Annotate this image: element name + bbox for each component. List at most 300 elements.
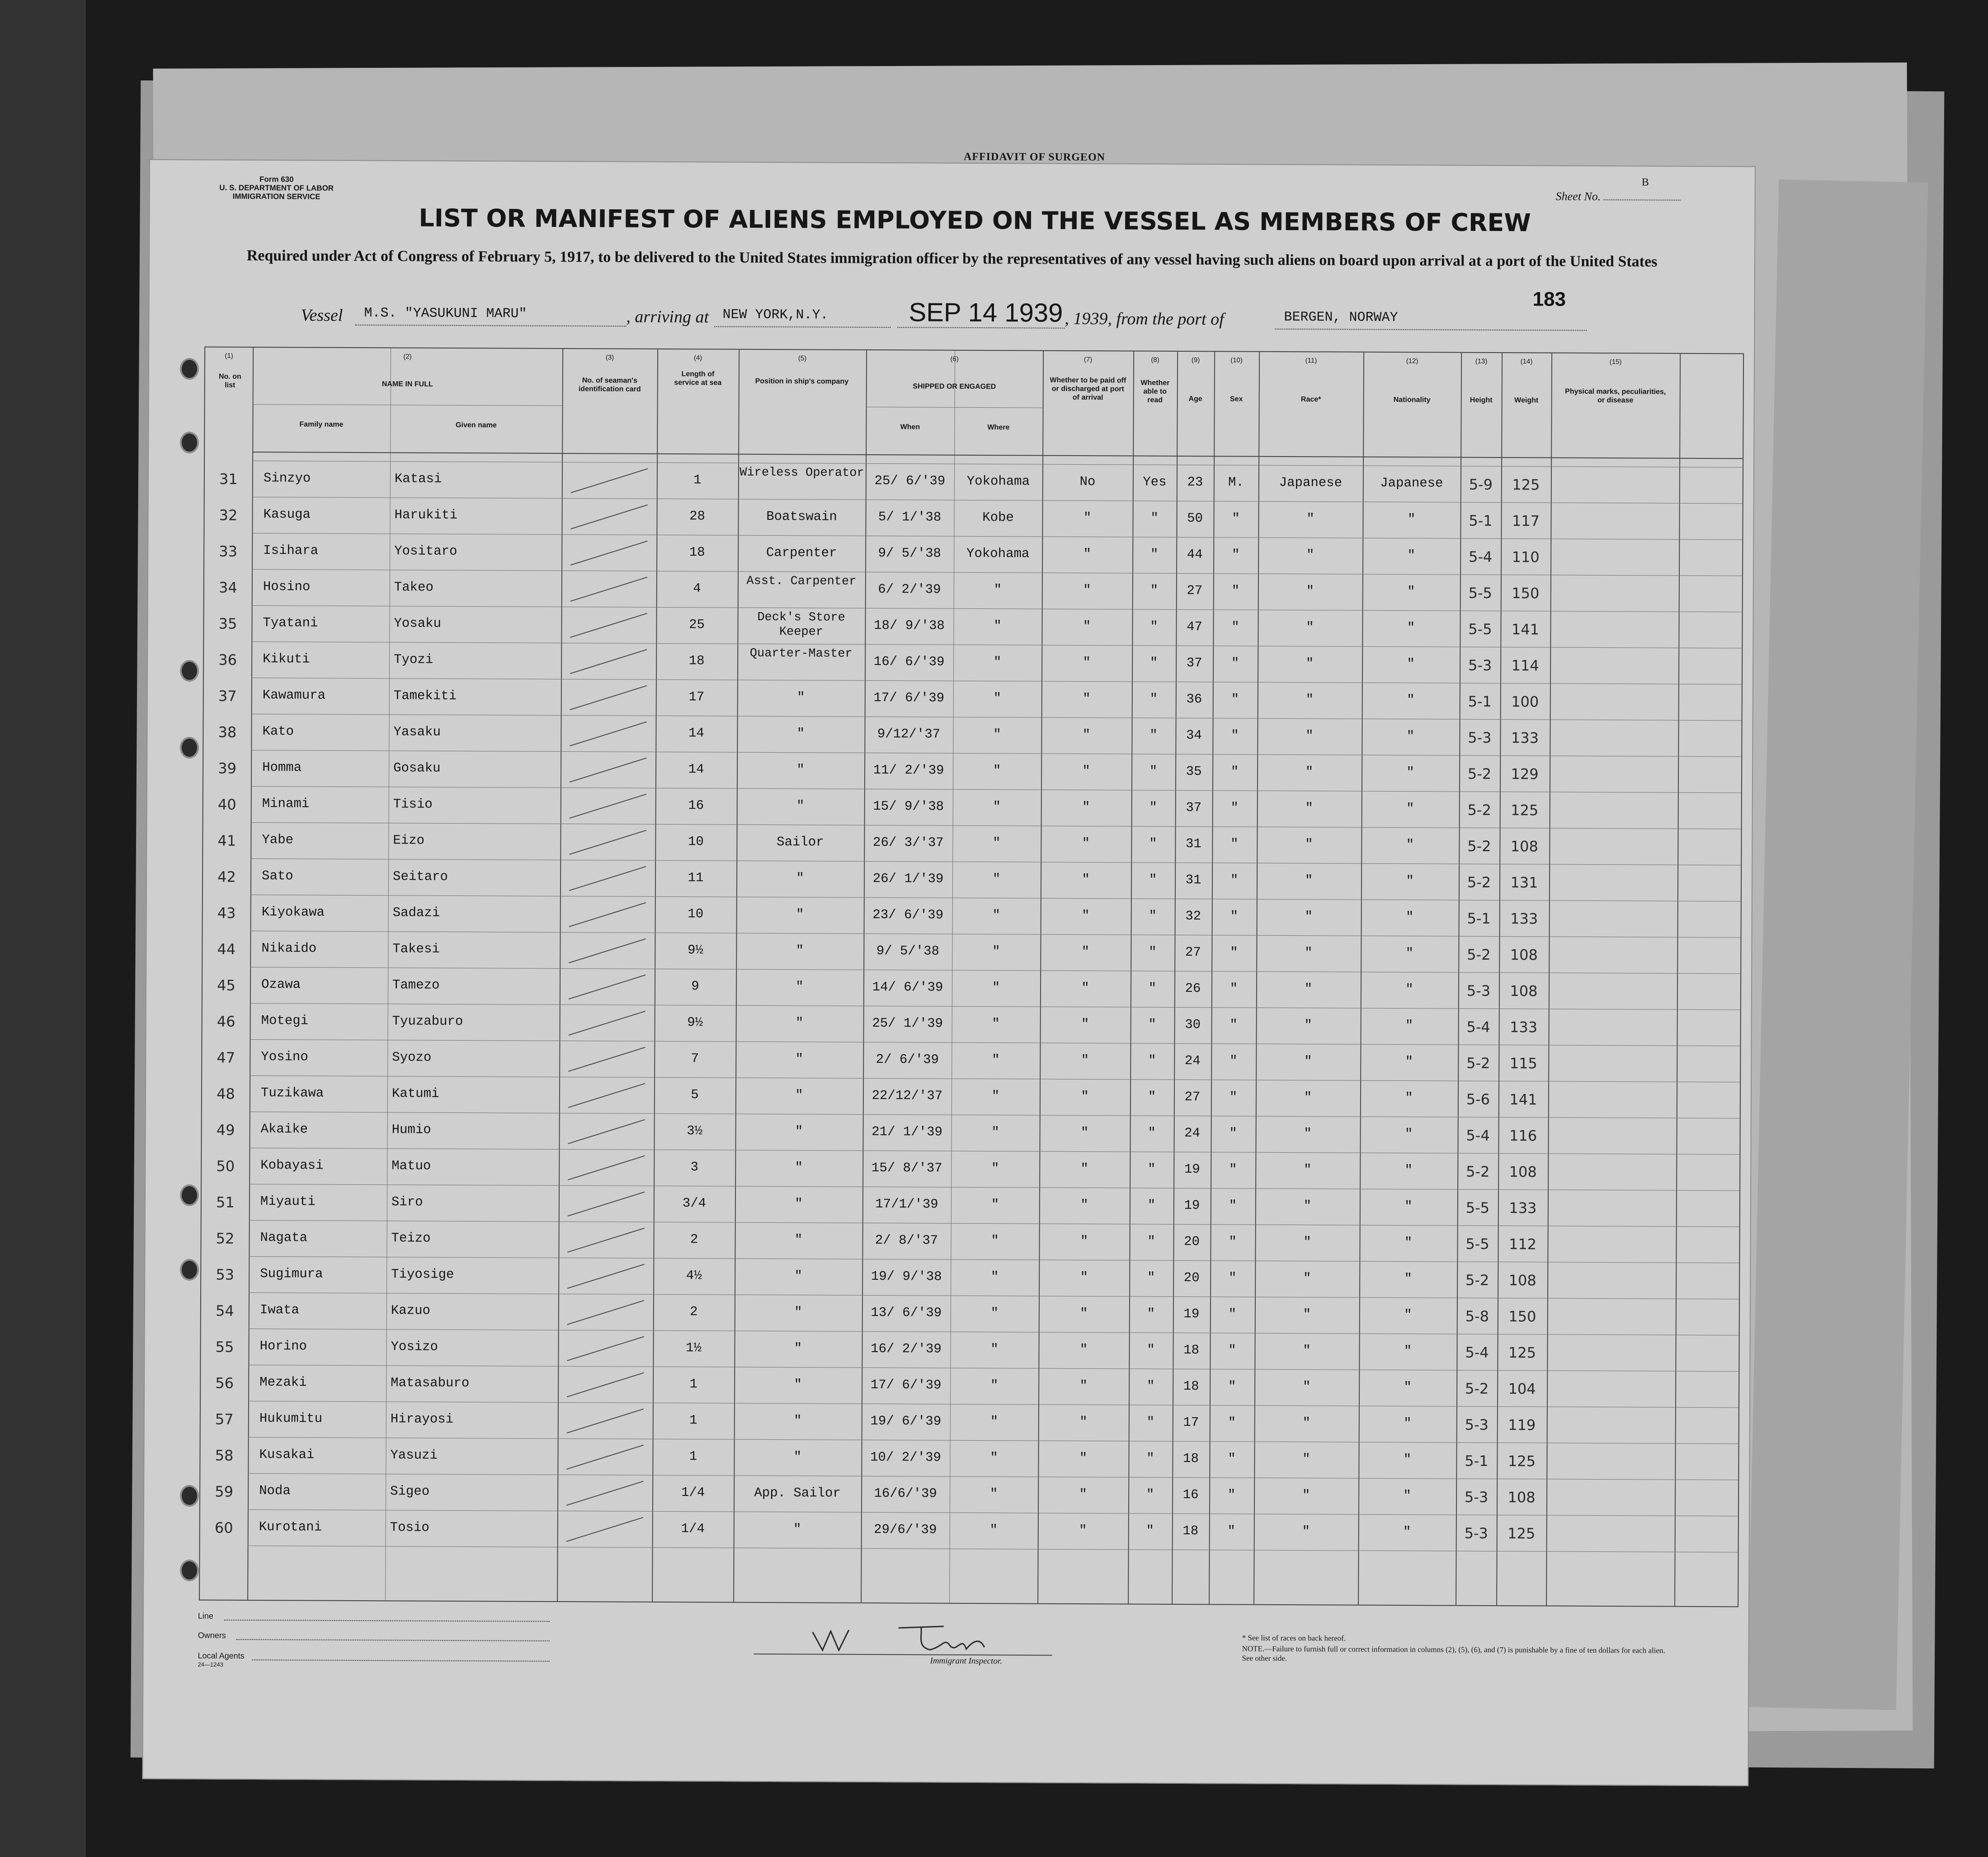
cell-when: 9/ 5/'38 <box>876 943 940 959</box>
cell-able-to-read: " <box>1147 1270 1155 1285</box>
cell-height: 5-1 <box>1468 693 1492 710</box>
cell-when: 6/ 2/'39 <box>878 582 941 597</box>
cell-age: 27 <box>1187 583 1203 599</box>
cell-paid-off: " <box>1082 836 1090 851</box>
cell-given-name: Tisio <box>393 797 433 812</box>
cell-no-on-list: 38 <box>218 723 237 741</box>
cell-race: " <box>1305 945 1313 961</box>
cell-given-name: Teizo <box>391 1230 431 1246</box>
cell-position: Deck's Store Keeper <box>757 610 845 639</box>
binder-hole <box>180 432 199 453</box>
cell-length-of-service: 1½ <box>686 1340 702 1356</box>
cell-weight: 115 <box>1509 1055 1537 1072</box>
cell-able-to-read: Yes <box>1143 474 1167 490</box>
header-physical-marks: Physical marks, peculiarities, or disease <box>1565 387 1666 405</box>
cell-sex: " <box>1228 1306 1237 1322</box>
cell-no-on-list: 41 <box>217 832 236 849</box>
cell-sex: " <box>1232 511 1240 526</box>
arriving-label: , arriving at <box>626 307 709 327</box>
cell-family-name: Horino <box>259 1339 307 1354</box>
cell-where: " <box>993 799 1001 815</box>
cell-height: 5-2 <box>1466 1054 1490 1072</box>
cell-when: 17/ 6/'39 <box>873 690 945 706</box>
id-card-slash <box>558 1294 653 1330</box>
cell-no-on-list: 46 <box>217 1013 236 1030</box>
column-number: (2) <box>403 353 412 361</box>
cell-sex: " <box>1229 1162 1237 1177</box>
header-nationality: Nationality <box>1393 396 1431 404</box>
cell-nationality: Japanese <box>1380 475 1443 491</box>
cell-sex: " <box>1229 1234 1237 1249</box>
cell-when: 5/ 1/'38 <box>878 509 942 525</box>
cell-family-name: Isihara <box>263 543 319 558</box>
table-row <box>201 1365 1738 1408</box>
cell-weight: 108 <box>1509 1163 1537 1181</box>
cell-given-name: Katumi <box>391 1086 439 1101</box>
cell-race: " <box>1304 1054 1312 1069</box>
cell-race: " <box>1306 584 1314 599</box>
cell-age: 18 <box>1183 1343 1200 1358</box>
cell-given-name: Syozo <box>392 1050 432 1065</box>
cell-no-on-list: 58 <box>215 1447 234 1464</box>
cell-weight: 119 <box>1508 1416 1536 1434</box>
id-card-slash <box>560 860 655 896</box>
header-age: Age <box>1188 395 1202 403</box>
id-card-slash <box>557 1475 652 1511</box>
cell-nationality: " <box>1406 729 1415 744</box>
cell-length-of-service: 9½ <box>687 1015 703 1030</box>
departure-port: BERGEN, NORWAY <box>1284 309 1398 326</box>
cell-weight: 125 <box>1507 1525 1536 1542</box>
cell-race: " <box>1303 1162 1312 1178</box>
cell-weight: 141 <box>1511 621 1540 638</box>
cell-sex: " <box>1230 1017 1238 1032</box>
cell-height: 5-1 <box>1465 1452 1489 1470</box>
cell-family-name: Motegi <box>261 1013 309 1028</box>
page-title: LIST OR MANIFEST OF ALIENS EMPLOYED ON THE VESSEL AS MEMBERS OF CREW <box>419 203 1531 237</box>
arrival-port: NEW YORK,N.Y. <box>722 307 829 323</box>
cell-nationality: " <box>1404 1380 1412 1395</box>
cell-race: " <box>1302 1415 1311 1431</box>
id-card-slash <box>561 787 655 824</box>
cell-able-to-read: " <box>1148 1053 1156 1068</box>
cell-when: 2/ 8/'37 <box>875 1233 938 1248</box>
cell-position: " <box>794 1268 803 1284</box>
cell-given-name: Seitaro <box>393 869 448 884</box>
cell-position: " <box>795 1088 803 1103</box>
table-row <box>203 1003 1740 1046</box>
cell-nationality: " <box>1404 1271 1412 1287</box>
cell-where: " <box>991 1125 999 1140</box>
cell-given-name: Eizo <box>393 833 425 848</box>
cell-paid-off: " <box>1080 1197 1088 1213</box>
cell-nationality: " <box>1407 693 1415 708</box>
cell-height: 5-5 <box>1468 584 1493 602</box>
cell-length-of-service: 11 <box>688 870 704 886</box>
cell-weight: 125 <box>1507 1452 1536 1470</box>
vessel-name: M.S. "YASUKUNI MARU" <box>364 306 527 322</box>
cell-paid-off: " <box>1079 1487 1087 1502</box>
cell-position: " <box>796 907 804 922</box>
cell-length-of-service: 5 <box>691 1087 699 1103</box>
cell-given-name: Kazuo <box>391 1303 430 1318</box>
cell-given-name: Tiyosige <box>391 1267 454 1282</box>
cell-no-on-list: 50 <box>216 1157 235 1175</box>
cell-able-to-read: " <box>1149 872 1157 887</box>
cell-height: 5-3 <box>1466 982 1491 999</box>
cell-nationality: " <box>1407 620 1415 636</box>
cell-when: 10/ 2/'39 <box>870 1449 941 1465</box>
cell-no-on-list: 56 <box>215 1374 234 1392</box>
cell-position: Asst. Carpenter <box>746 574 857 589</box>
cell-nationality: " <box>1405 1018 1413 1033</box>
cell-family-name: Kiyokawa <box>261 905 325 920</box>
cell-position: " <box>794 1377 802 1392</box>
cell-family-name: Tuzikawa <box>260 1085 324 1101</box>
cell-when: 15/ 9/'38 <box>873 799 944 814</box>
cell-race: " <box>1305 909 1313 924</box>
cell-given-name: Katasi <box>394 471 442 486</box>
cell-where: " <box>991 1197 999 1212</box>
cell-family-name: Akaike <box>260 1122 308 1137</box>
header-where: Where <box>987 424 1010 432</box>
cell-length-of-service: 25 <box>689 617 705 632</box>
column-number: (10) <box>1230 356 1243 364</box>
cell-race: Japanese <box>1279 475 1343 490</box>
header-length-of-service: Length of service at sea <box>674 370 722 387</box>
cell-nationality: " <box>1406 801 1414 816</box>
cell-nationality: " <box>1405 1090 1413 1106</box>
cell-length-of-service: 4½ <box>686 1268 702 1283</box>
cell-position: " <box>795 1160 803 1175</box>
cell-position: " <box>795 1196 803 1211</box>
header-height: Height <box>1470 396 1493 404</box>
cell-no-on-list: 52 <box>216 1230 235 1247</box>
cell-where: " <box>993 835 1001 851</box>
id-card-slash <box>561 643 656 679</box>
id-card-slash <box>562 462 657 499</box>
cell-given-name: Gosaku <box>393 760 441 776</box>
cell-able-to-read: " <box>1149 800 1158 815</box>
cell-family-name: Kurotani <box>259 1519 322 1535</box>
cell-able-to-read: " <box>1150 583 1159 598</box>
cell-position: Quarter-Master <box>749 646 853 661</box>
table-row <box>200 1509 1738 1552</box>
cell-race: " <box>1302 1452 1310 1467</box>
cell-when: 9/12/'37 <box>877 726 941 742</box>
cell-height: 5-3 <box>1468 729 1492 746</box>
table-row <box>202 1075 1740 1118</box>
cell-position: Sailor <box>777 834 824 850</box>
cell-sex: " <box>1231 655 1239 671</box>
table-row <box>203 786 1741 829</box>
cell-where: " <box>993 655 1002 670</box>
cell-race: " <box>1303 1198 1312 1214</box>
cell-family-name: Yosino <box>261 1049 308 1065</box>
header-no-on-list: No. on list <box>218 372 241 389</box>
cell-nationality: " <box>1405 1054 1413 1070</box>
cell-able-to-read: " <box>1149 944 1157 960</box>
cell-no-on-list: 33 <box>219 542 238 560</box>
cell-where: " <box>990 1269 999 1285</box>
cell-nationality: " <box>1407 512 1416 527</box>
cell-height: 5-6 <box>1466 1090 1490 1108</box>
cell-given-name: Yasuzi <box>390 1447 438 1463</box>
cell-when: 29/6/'39 <box>874 1522 937 1537</box>
cell-weight: 129 <box>1511 765 1539 783</box>
binder-hole <box>180 1259 199 1281</box>
cell-where: " <box>990 1450 998 1466</box>
local-agents-label: Local Agents <box>198 1651 245 1660</box>
cell-paid-off: " <box>1082 764 1090 779</box>
cell-position: " <box>794 1305 802 1320</box>
cell-where: " <box>991 1161 999 1176</box>
cell-sex: " <box>1230 800 1239 815</box>
cell-age: 31 <box>1185 872 1201 888</box>
cell-height: 5-8 <box>1465 1307 1489 1325</box>
cell-where: " <box>991 1233 999 1249</box>
cell-race: " <box>1306 511 1314 527</box>
cell-weight: 133 <box>1509 1199 1537 1217</box>
cell-family-name: Tyatani <box>263 615 318 631</box>
cell-weight: 114 <box>1511 657 1539 674</box>
cell-age: 20 <box>1184 1234 1200 1249</box>
cell-paid-off: " <box>1080 1306 1088 1321</box>
cell-height: 5-1 <box>1467 910 1491 927</box>
cell-paid-off: " <box>1081 980 1089 996</box>
header-position: Position in ship's company <box>755 377 849 386</box>
column-number: (3) <box>605 353 614 362</box>
line-label: Line <box>198 1611 214 1621</box>
cell-when: 14/ 6/'39 <box>872 979 943 995</box>
cell-weight: 108 <box>1510 946 1538 964</box>
cell-age: 37 <box>1186 800 1202 815</box>
cell-race: " <box>1303 1307 1311 1322</box>
cell-able-to-read: " <box>1149 691 1158 707</box>
column-number: (9) <box>1191 356 1200 364</box>
cell-able-to-read: " <box>1149 655 1158 670</box>
column-number: (11) <box>1305 357 1317 365</box>
cell-position: " <box>797 690 805 705</box>
cell-length-of-service: 1 <box>689 1376 697 1392</box>
cell-length-of-service: 1/4 <box>681 1485 705 1500</box>
cell-where: " <box>993 763 1001 778</box>
cell-age: 19 <box>1184 1162 1200 1177</box>
cell-position: " <box>793 1522 801 1537</box>
id-card-slash <box>558 1330 653 1367</box>
id-card-slash <box>560 1004 655 1041</box>
id-card-slash <box>560 932 655 969</box>
cell-race: " <box>1302 1379 1311 1395</box>
cell-when: 15/ 8/'37 <box>871 1160 942 1176</box>
cell-when: 16/ 2/'39 <box>871 1341 942 1357</box>
cell-able-to-read: " <box>1147 1197 1156 1213</box>
column-number: (5) <box>798 354 807 363</box>
cell-length-of-service: 14 <box>688 762 704 777</box>
cell-able-to-read: " <box>1146 1378 1155 1394</box>
cell-weight: 108 <box>1507 1489 1536 1506</box>
cell-given-name: Tyuzaburo <box>392 1013 463 1029</box>
id-card-slash <box>559 1041 654 1077</box>
cell-age: 34 <box>1186 728 1202 743</box>
table-row <box>203 931 1740 974</box>
cell-race: " <box>1302 1488 1310 1503</box>
cell-no-on-list: 57 <box>215 1410 234 1428</box>
cell-height: 5-2 <box>1467 801 1491 819</box>
cell-nationality: " <box>1405 910 1414 925</box>
cell-paid-off: " <box>1081 1017 1089 1032</box>
cell-paid-off: " <box>1083 655 1091 670</box>
cell-height: 5-2 <box>1465 1380 1489 1397</box>
cell-paid-off: " <box>1082 872 1090 887</box>
cell-length-of-service: 9½ <box>687 943 703 958</box>
id-card-slash <box>558 1221 653 1258</box>
cell-family-name: Yabe <box>262 832 294 848</box>
page-subtitle: Required under Act of Congress of February 5, 1917, to be delivered to the United States immigration officer by the representatives of any vessel having such aliens on board upon arrival at a port of the United States <box>246 247 1658 270</box>
cell-weight: 150 <box>1512 584 1540 602</box>
cell-no-on-list: 37 <box>218 687 237 705</box>
cell-sex: " <box>1230 764 1239 779</box>
id-card-slash <box>559 1113 654 1150</box>
cell-no-on-list: 40 <box>217 796 236 813</box>
cell-family-name: Hukumitu <box>259 1411 323 1426</box>
cell-sex: " <box>1228 1343 1236 1358</box>
column-number: (12) <box>1406 357 1418 365</box>
cell-nationality: " <box>1404 1343 1412 1359</box>
cell-height: 5-2 <box>1467 837 1491 855</box>
cell-given-name: Yosaku <box>394 616 442 631</box>
table-row <box>204 533 1742 576</box>
cell-height: 5-5 <box>1465 1235 1489 1253</box>
cell-family-name: Homma <box>262 760 302 775</box>
cell-race: " <box>1303 1343 1311 1358</box>
cell-where: " <box>992 908 1000 923</box>
id-card-slash <box>560 968 655 1005</box>
table-row <box>201 1401 1738 1444</box>
cell-weight: 108 <box>1510 838 1539 855</box>
cell-race: " <box>1304 1090 1312 1105</box>
table-row <box>203 750 1741 793</box>
id-card-slash <box>561 751 655 788</box>
cell-nationality: " <box>1406 765 1414 780</box>
affidavit-heading: AFFIDAVIT OF SURGEON <box>963 151 1106 164</box>
header-weight: Weight <box>1514 396 1539 405</box>
cell-nationality: " <box>1406 873 1414 889</box>
cell-sex: " <box>1228 1451 1236 1466</box>
cell-where: " <box>989 1522 998 1538</box>
table-row <box>202 1184 1739 1227</box>
cell-when: 19/ 9/'38 <box>871 1268 942 1284</box>
cell-no-on-list: 35 <box>218 615 237 632</box>
cell-nationality: " <box>1403 1488 1411 1504</box>
id-card-slash <box>559 1077 654 1113</box>
cell-when: 16/ 6/'39 <box>873 654 945 669</box>
cell-weight: 125 <box>1508 1344 1536 1362</box>
cell-height: 5-9 <box>1469 476 1493 493</box>
table-header <box>205 348 1743 432</box>
binder-hole <box>180 1485 199 1507</box>
cell-weight: 110 <box>1512 548 1540 566</box>
cell-paid-off: No <box>1079 474 1096 490</box>
cell-sex: " <box>1230 872 1239 888</box>
cell-age: 50 <box>1187 511 1203 526</box>
cell-height: 5-3 <box>1464 1488 1489 1506</box>
cell-nationality: " <box>1403 1452 1412 1467</box>
cell-able-to-read: " <box>1150 547 1159 562</box>
id-card-slash <box>561 534 656 571</box>
binder-hole <box>180 1560 199 1581</box>
cell-age: 24 <box>1184 1053 1201 1069</box>
cell-position: " <box>796 726 805 741</box>
cell-given-name: Yositaro <box>394 543 457 559</box>
cell-paid-off: " <box>1080 1161 1089 1177</box>
cell-age: 32 <box>1185 909 1201 924</box>
cell-paid-off: " <box>1083 691 1091 707</box>
cell-weight: 141 <box>1509 1091 1537 1108</box>
column-number: (4) <box>693 354 702 362</box>
cell-no-on-list: 55 <box>215 1338 234 1356</box>
column-number: (14) <box>1520 358 1533 366</box>
cell-age: 18 <box>1182 1523 1199 1539</box>
cell-nationality: " <box>1405 982 1413 997</box>
cell-no-on-list: 39 <box>218 759 237 777</box>
cell-sex: " <box>1229 1198 1237 1213</box>
cell-no-on-list: 45 <box>217 976 236 994</box>
cell-age: 17 <box>1183 1415 1199 1430</box>
cell-paid-off: " <box>1079 1378 1088 1394</box>
cell-given-name: Hirayosi <box>390 1411 454 1427</box>
cell-when: 18/ 9/'38 <box>874 618 945 633</box>
scan-border <box>0 0 86 1857</box>
id-card-slash <box>558 1402 653 1439</box>
cell-where: " <box>993 727 1001 742</box>
cell-age: 26 <box>1185 981 1201 996</box>
cell-where: " <box>992 980 1000 995</box>
header-given-name: Given name <box>456 421 497 429</box>
id-card-slash <box>561 679 656 716</box>
manifest-page <box>142 151 1756 1786</box>
cell-height: 5-2 <box>1466 1163 1490 1180</box>
cell-paid-off: " <box>1081 944 1090 960</box>
cell-able-to-read: " <box>1148 980 1157 996</box>
cell-age: 24 <box>1184 1126 1201 1141</box>
cell-length-of-service: 1 <box>693 472 702 488</box>
cell-where: Yokohama <box>966 546 1030 561</box>
cell-paid-off: " <box>1079 1523 1087 1538</box>
cell-when: 16/6/'39 <box>874 1486 937 1501</box>
binder-hole <box>180 737 199 759</box>
cell-race: " <box>1303 1271 1311 1286</box>
header-able-to-read: Whether able to read <box>1140 379 1170 404</box>
cell-position: " <box>796 943 804 958</box>
id-card-slash <box>558 1258 653 1294</box>
table-row <box>204 605 1742 648</box>
cell-length-of-service: 3½ <box>687 1123 703 1139</box>
cell-sex: " <box>1230 981 1238 996</box>
cell-race: " <box>1303 1235 1311 1250</box>
cell-paid-off: " <box>1079 1414 1088 1430</box>
cell-paid-off: " <box>1082 800 1090 815</box>
cell-no-on-list: 47 <box>217 1049 236 1066</box>
cell-length-of-service: 10 <box>688 906 704 922</box>
cell-given-name: Yasaku <box>393 724 441 740</box>
id-card-slash <box>557 1438 652 1475</box>
cell-when: 11/ 2/'39 <box>873 763 944 778</box>
cell-height: 5-1 <box>1469 512 1493 529</box>
cell-weight: 133 <box>1511 729 1539 747</box>
cell-given-name: Tamezo <box>392 977 440 993</box>
cell-paid-off: " <box>1081 908 1090 924</box>
